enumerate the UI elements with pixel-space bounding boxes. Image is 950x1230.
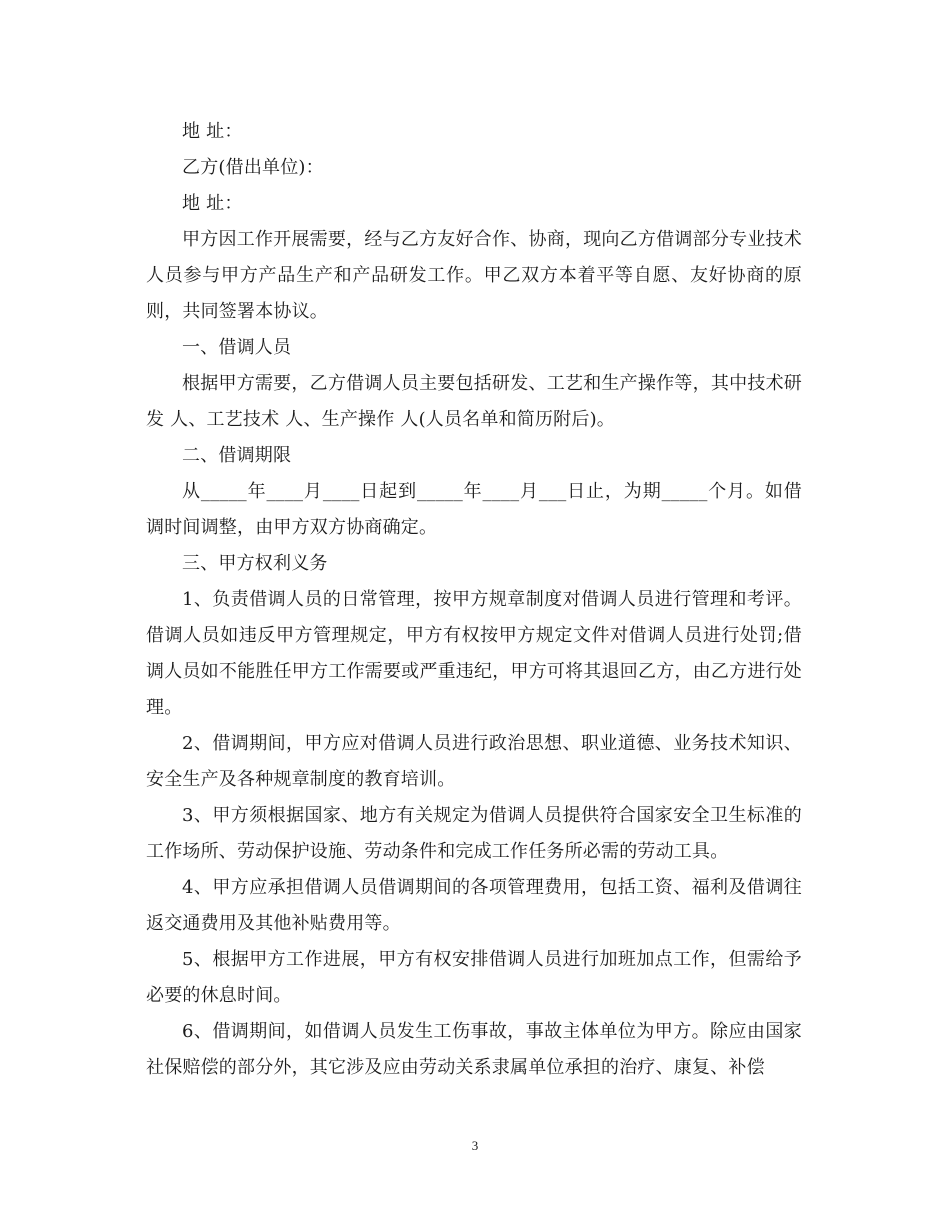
clause-4: 4、甲方应承担借调人员借调期间的各项管理费用，包括工资、福利及借调往返交通费用及其他补贴费用等。 xyxy=(146,877,802,934)
section-heading-period: 二、借调期限 xyxy=(182,445,292,466)
clause-1: 1、负责借调人员的日常管理，按甲方规章制度对借调人员进行管理和考评。借调人员如违反甲方管理规定，甲方有权按甲方规定文件对借调人员进行处罚;借调人员如不能胜任甲方工作需要或严重违纪，甲方可将其退回乙方，由乙方进行处理。 xyxy=(146,589,802,718)
clause-5: 5、根据甲方工作进展，甲方有权安排借调人员进行加班加点工作，但需给予必要的休息时间。 xyxy=(146,949,802,1006)
section-heading-personnel: 一、借调人员 xyxy=(182,337,292,358)
section-heading-rights: 三、甲方权利义务 xyxy=(182,553,328,574)
clause-3: 3、甲方须根据国家、地方有关规定为借调人员提供符合国家安全卫生标准的工作场所、劳动保护设施、劳动条件和完成工作任务所必需的劳动工具。 xyxy=(146,805,802,862)
intro-paragraph: 甲方因工作开展需要，经与乙方友好合作、协商，现向乙方借调部分专业技术人员参与甲方产品生产和产品研发工作。甲乙双方本着平等自愿、友好协商的原则，共同签署本协议。 xyxy=(146,229,802,322)
personnel-paragraph: 根据甲方需要，乙方借调人员主要包括研发、工艺和生产操作等，其中技术研发 人、工艺技术 人、生产操作 人(人员名单和简历附后)。 xyxy=(146,373,802,430)
page-number: 3 xyxy=(471,1138,479,1153)
document-body xyxy=(146,114,802,1086)
party-b-line: 乙方(借出单位)： xyxy=(182,157,324,178)
period-paragraph: 从_____年____月____日起到_____年____月___日止，为期_____个月。如借调时间调整，由甲方双方协商确定。 xyxy=(146,481,802,538)
clause-2: 2、借调期间，甲方应对借调人员进行政治思想、职业道德、业务技术知识、安全生产及各种规章制度的教育培训。 xyxy=(146,733,802,790)
party-a-address-line: 地 址： xyxy=(182,121,243,142)
party-b-address-line: 地 址： xyxy=(182,193,243,214)
clause-6: 6、借调期间，如借调人员发生工伤事故，事故主体单位为甲方。除应由国家社保赔偿的部分外，其它涉及应由劳动关系隶属单位承担的治疗、康复、补偿 xyxy=(146,1021,802,1078)
